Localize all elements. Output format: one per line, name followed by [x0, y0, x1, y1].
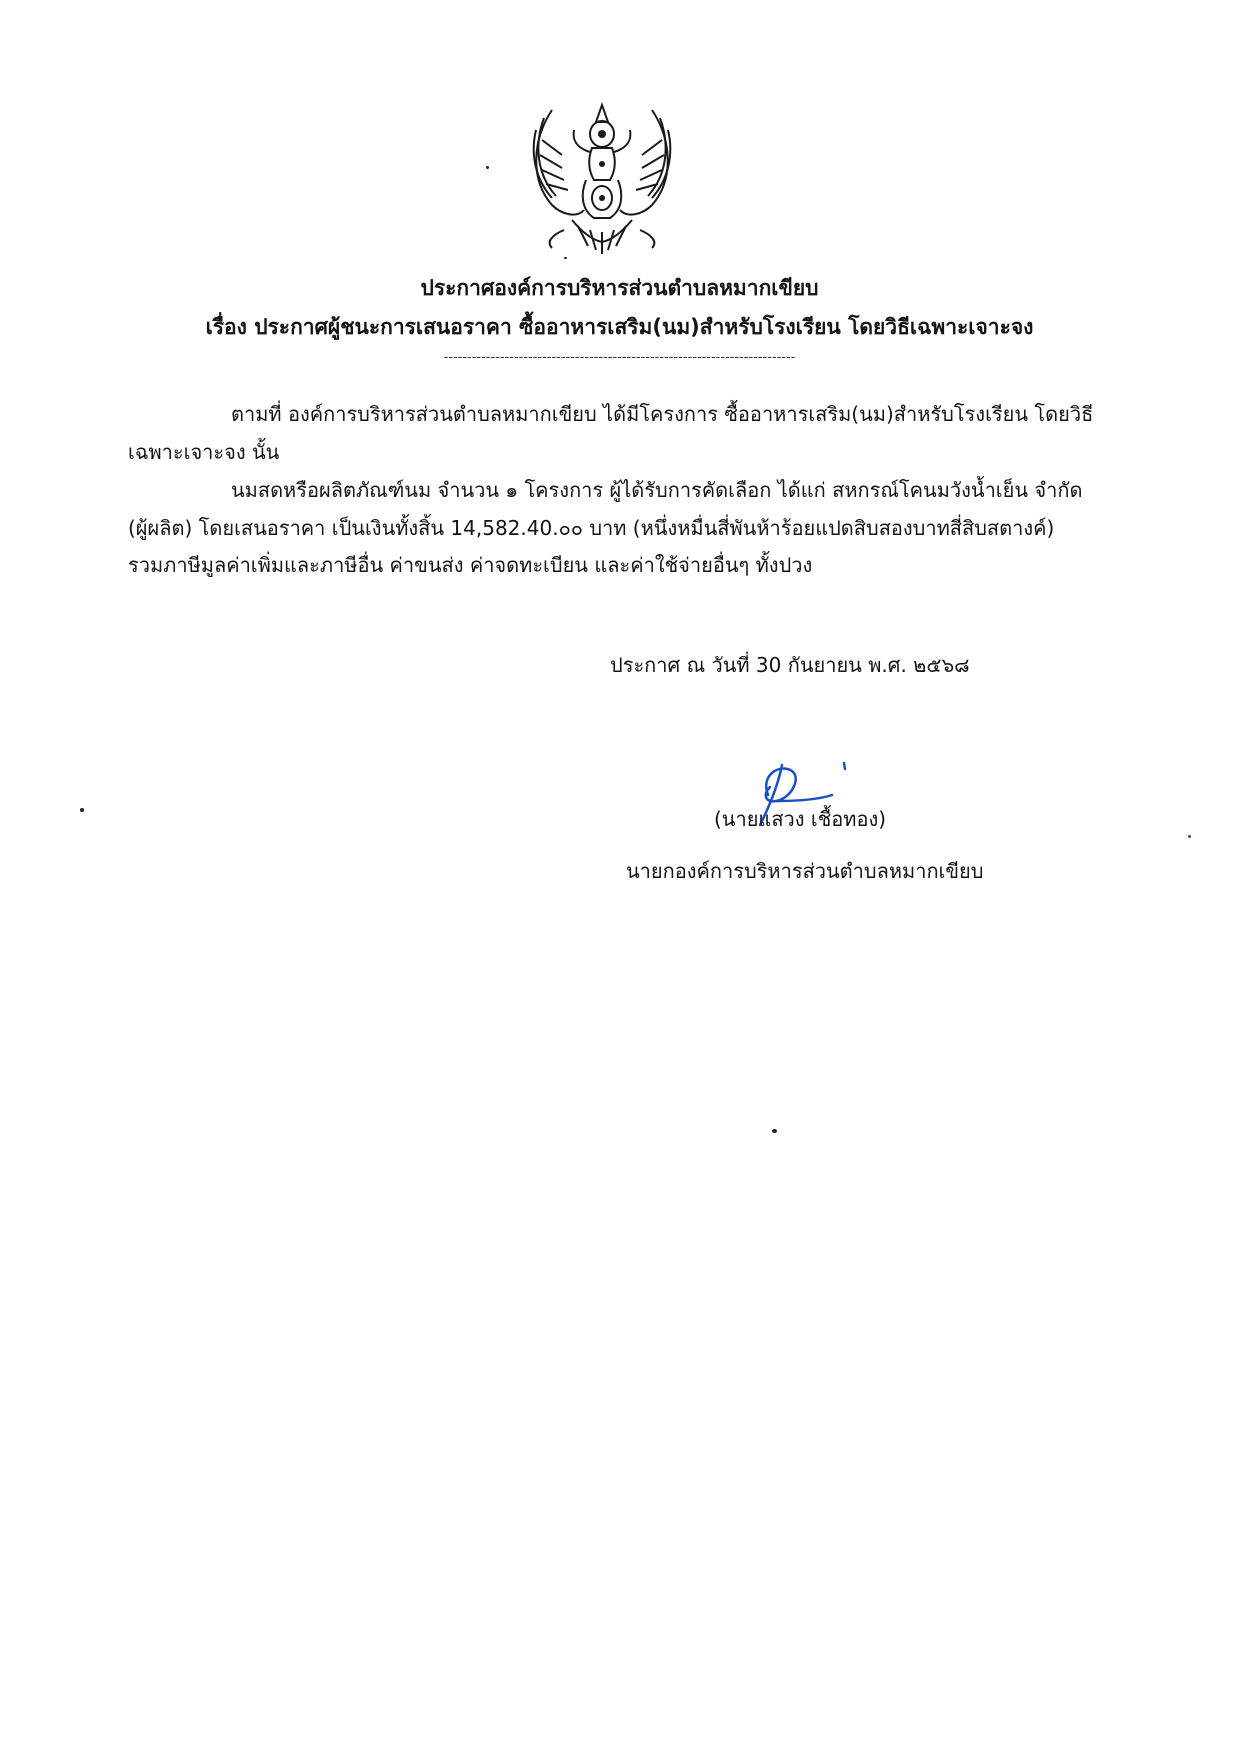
- scan-speck: [772, 1129, 777, 1133]
- paragraph-2-line-1: นมสดหรือผลิตภัณฑ์นม จำนวน ๑ โครงการ ผู้ได้รับการคัดเลือก ได้แก่ สหกรณ์โคนมวังน้ำเย็น จำกัด: [231, 478, 1083, 502]
- scan-speck: [486, 166, 489, 169]
- scan-speck: [80, 808, 84, 812]
- announcement-title: ประกาศองค์การบริหารส่วนตำบลหมากเขียบ: [420, 276, 819, 300]
- divider: ---------------------------------------------------------------------------: [443, 350, 796, 365]
- scan-speck: [1188, 835, 1191, 838]
- signer-name: (นายแสวง เชื้อทอง): [714, 807, 887, 831]
- paragraph-2-line-3: รวมภาษีมูลค่าเพิ่มและภาษีอื่น ค่าขนส่ง ค่าจดทะเบียน และค่าใช้จ่ายอื่นๆ ทั้งปวง: [128, 553, 813, 577]
- announcement-date: ประกาศ ณ วันที่ 30 กันยายน พ.ศ. ๒๕๖๘: [610, 653, 970, 677]
- garuda-emblem-icon: [522, 100, 682, 258]
- signer-position: นายกองค์การบริหารส่วนตำบลหมากเขียบ: [626, 859, 984, 883]
- announcement-subject: เรื่อง ประกาศผู้ชนะการเสนอราคา ซื้ออาหารเสริม(นม)สำหรับโรงเรียน โดยวิธีเฉพาะเจาะจง: [205, 315, 1034, 339]
- paragraph-1-line-1: ตามที่ องค์การบริหารส่วนตำบลหมากเขียบ ได้มีโครงการ ซื้ออาหารเสริม(นม)สำหรับโรงเรียน โดยวิธี: [231, 402, 1094, 426]
- paragraph-2-line-2: (ผู้ผลิต) โดยเสนอราคา เป็นเงินทั้งสิ้น 14,582.40.๐๐ บาท (หนึ่งหมื่นสี่พันห้าร้อยแปดสิบสองบาทสี่สิบสตางค์): [128, 516, 1055, 540]
- paragraph-1-line-2: เฉพาะเจาะจง นั้น: [128, 440, 280, 464]
- scan-speck: [564, 257, 567, 259]
